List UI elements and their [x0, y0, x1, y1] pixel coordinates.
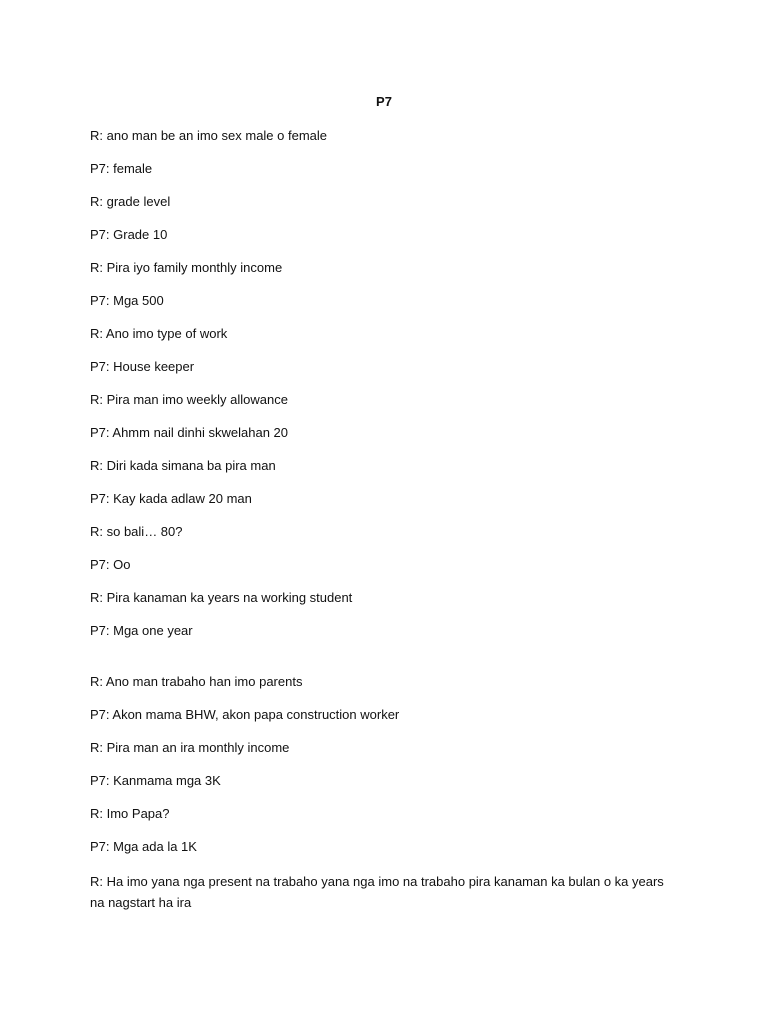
transcript-line: R: Pira iyo family monthly income [90, 260, 283, 275]
transcript-line: P7: Grade 10 [90, 227, 168, 242]
transcript-line: P7: Ahmm nail dinhi skwelahan 20 [90, 425, 289, 440]
transcript-line: P7: Kanmama mga 3K [90, 773, 221, 788]
transcript-line: R: Pira kanaman ka years na working student [90, 590, 353, 605]
transcript-line: R: grade level [90, 194, 171, 209]
transcript-lines [90, 127, 670, 928]
transcript-line: P7: Akon mama BHW, akon papa construction worker [90, 707, 400, 722]
transcript-line: R: Imo Papa? [90, 806, 170, 821]
transcript-line: R: Ano man trabaho han imo parents [90, 674, 303, 689]
transcript-line: R: Ano imo type of work [90, 326, 228, 341]
transcript-line: P7: Mga ada la 1K [90, 839, 197, 854]
transcript-line: P7: House keeper [90, 359, 195, 374]
document-title: P7 [376, 94, 392, 109]
transcript-line: P7: Mga 500 [90, 293, 164, 308]
transcript-line: R: Pira man an ira monthly income [90, 740, 290, 755]
transcript-line: P7: Oo [90, 557, 131, 572]
transcript-line: R: Diri kada simana ba pira man [90, 458, 276, 473]
transcript-line: P7: Mga one year [90, 623, 193, 638]
transcript-line: R: ano man be an imo sex male o female [90, 128, 328, 143]
transcript-line: R: so bali… 80? [90, 524, 183, 539]
transcript-line: P7: Kay kada adlaw 20 man [90, 491, 252, 506]
transcript-line: R: Ha imo yana nga present na trabaho yana nga imo na trabaho pira kanaman ka bulan o ka years na nagstart ha ira [90, 874, 664, 910]
transcript-line: R: Pira man imo weekly allowance [90, 392, 288, 407]
transcript-line: P7: female [90, 161, 153, 176]
